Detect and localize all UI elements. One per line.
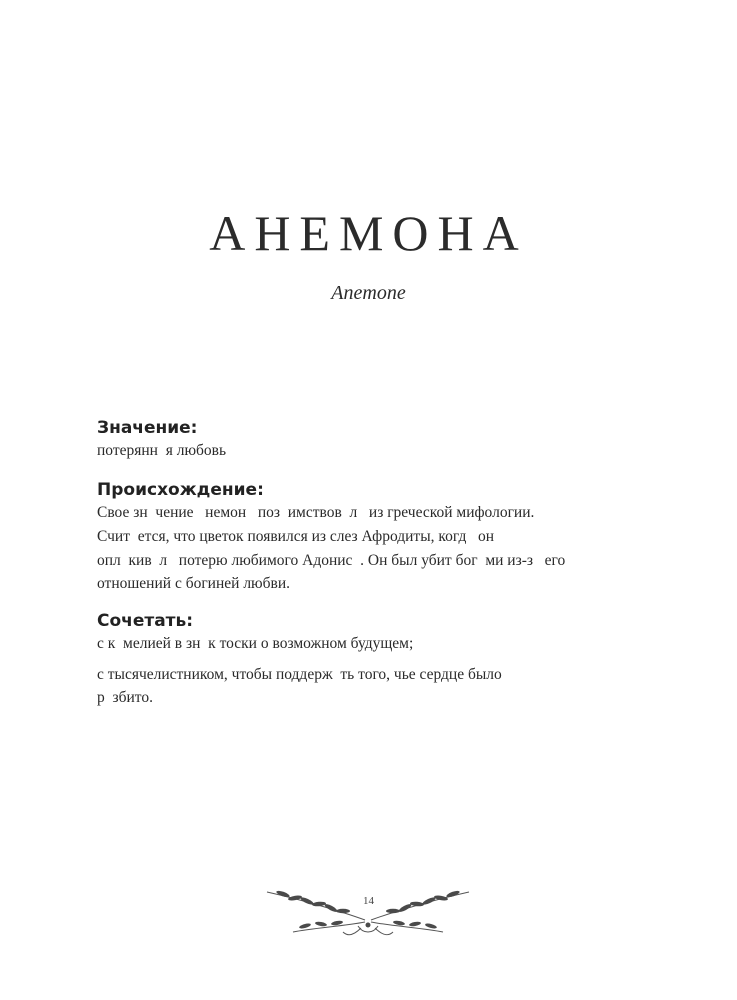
origin-line: Свое зн чение немон поз имствов л из греческой мифологии. [97, 504, 535, 521]
page-title: АНЕМОНА [209, 205, 528, 261]
combine-line: с тысячелистником, чтобы поддерж ть того, чье сердце было [97, 666, 502, 683]
origin-line: опл кив л потерю любимого Адонис . Он был убит бог ми из-з его [97, 552, 566, 569]
laurel-wreath-ornament-icon [263, 882, 473, 938]
origin-heading: Происхождение: [97, 480, 264, 500]
meaning-text: потерянн я любовь [97, 442, 227, 459]
origin-line: отношений с богиней любви. [97, 575, 291, 592]
combine-heading: Сочетать: [97, 611, 194, 631]
meaning-heading: Значение: [97, 418, 198, 438]
latin-name: Anemone [331, 282, 406, 304]
combine-line: р збито. [97, 689, 153, 706]
combine-line: с к мелией в зн к тоски о возможном будущем; [97, 635, 414, 652]
origin-line: Счит ется, что цветок появился из слез Афродиты, когд он [97, 528, 495, 545]
page-number: 14 [363, 895, 374, 907]
